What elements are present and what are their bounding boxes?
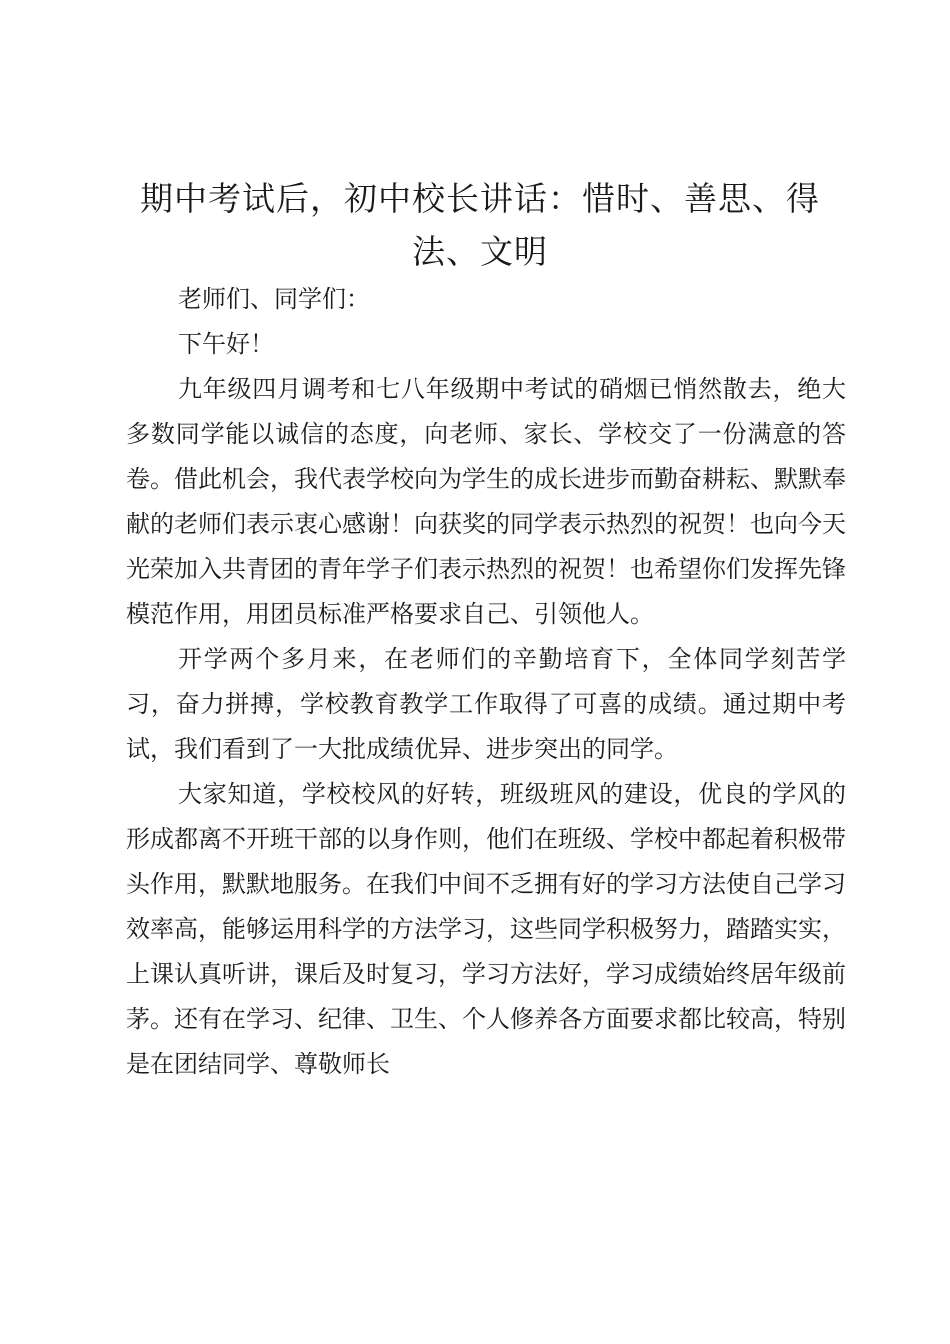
document-body [126, 277, 846, 1087]
greeting: 下午好！ [178, 330, 274, 358]
document-title [120, 172, 840, 278]
paragraph-2: 开学两个多月来，在老师们的辛勤培育下，全体同学刻苦学习，奋力拼搏，学校教育教学工作取得了可喜的成绩。通过期中考试，我们看到了一大批成绩优异、进步突出的同学。 [126, 645, 846, 763]
title-line-1: 期中考试后，初中校长讲话：惜时、善思、得 [140, 179, 820, 218]
paragraph-1: 九年级四月调考和七八年级期中考试的硝烟已悄然散去，绝大多数同学能以诚信的态度，向老师、家长、学校交了一份满意的答卷。借此机会，我代表学校向为学生的成长进步而勤奋耕耘、默默奉献的老师们表示衷心感谢！向获奖的同学表示热烈的祝贺！也向今天光荣加入共青团的青年学子们表示热烈的祝贺！也希望你们发挥先锋模范作用，用团员标准严格要求自己、引领他人。 [126, 375, 846, 628]
salutation: 老师们、同学们： [178, 285, 370, 313]
title-line-2: 法、文明 [412, 232, 548, 271]
paragraph-3: 大家知道，学校校风的好转，班级班风的建设，优良的学风的形成都离不开班干部的以身作则，他们在班级、学校中都起着积极带头作用，默默地服务。在我们中间不乏拥有好的学习方法使自己学习效率高，能够运用科学的方法学习，这些同学积极努力，踏踏实实，上课认真听讲，课后及时复习，学习方法好，学习成绩始终居年级前茅。还有在学习、纪律、卫生、个人修养各方面要求都比较高，特别是在团结同学、尊敬师长 [126, 780, 846, 1078]
